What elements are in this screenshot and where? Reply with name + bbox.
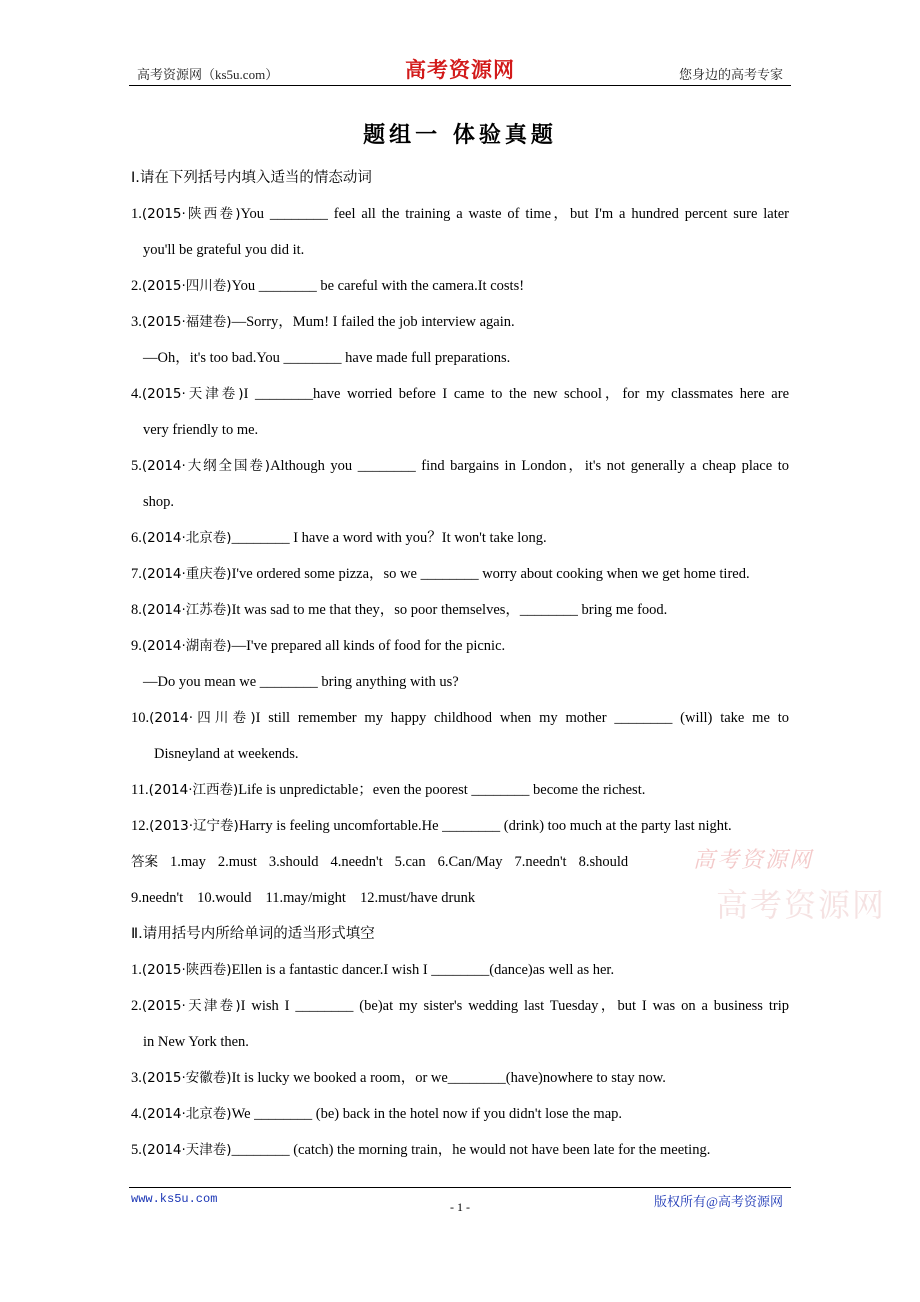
question-source: (2015·四川卷)	[141, 278, 232, 294]
question-item	[131, 520, 789, 556]
answer-key	[131, 844, 789, 880]
page-title: 题组一 体验真题	[363, 122, 557, 148]
question-number: 12.	[131, 818, 150, 834]
answer-item: 4.needn't	[330, 854, 383, 870]
question-number: 4.	[131, 386, 142, 402]
question-text-continued: —Do you mean we ________ bring anything with us?	[143, 674, 459, 690]
question-text: You ________ feel all the training a waste of time，but I'm a hundred percent sure later	[240, 206, 789, 222]
question-item	[131, 448, 789, 520]
question-source: (2014·北京卷)	[141, 530, 232, 546]
watermark-text: 高考资源网	[693, 847, 814, 872]
question-number: 2.	[131, 998, 142, 1014]
question-text: I ________have worried before I came to the new school，for my classmates here are	[243, 386, 790, 402]
question-text-continued: very friendly to me.	[143, 422, 259, 438]
question-text-continued: shop.	[143, 494, 175, 510]
question-text: Although you ________ find bargains in London，it's not generally a cheap place to	[270, 458, 789, 474]
question-text: Life is unpredictable；even the poorest ________ become the richest.	[238, 782, 646, 798]
question-item	[131, 556, 789, 592]
question-item	[131, 988, 789, 1060]
question-source: (2015·安徽卷)	[141, 1070, 232, 1086]
question-number: 10.	[131, 710, 150, 726]
question-item	[131, 304, 789, 376]
question-source: (2013·辽宁卷)	[149, 818, 239, 834]
question-source: (2015·天津卷)	[141, 998, 241, 1014]
section-2-heading: Ⅱ.请用括号内所给单词的适当形式填空	[131, 926, 375, 942]
answer-item: 3.should	[268, 854, 319, 870]
question-item	[131, 700, 789, 772]
question-number: 8.	[131, 602, 142, 618]
document-body	[131, 160, 789, 1168]
question-number: 4.	[131, 1106, 142, 1122]
footer-copyright: 版权所有@高考资源网	[654, 1194, 783, 1209]
question-source: (2014·江西卷)	[148, 782, 239, 798]
answer-item: 11.may/might	[265, 890, 346, 906]
footer-divider	[129, 1187, 791, 1188]
question-text-continued: in New York then.	[143, 1034, 249, 1050]
question-text: —I've prepared all kinds of food for the picnic.	[231, 638, 506, 654]
question-source: (2015·福建卷)	[141, 314, 232, 330]
answer-item: 2.must	[217, 854, 257, 870]
answer-label: 答案	[131, 854, 158, 870]
header-site-name: 高考资源网（ks5u.com）	[137, 67, 279, 82]
answer-item: 9.needn't	[131, 890, 184, 906]
question-number: 3.	[131, 314, 142, 330]
question-item	[131, 1096, 789, 1132]
header-divider	[129, 85, 791, 86]
question-source: (2014·大纲全国卷)	[141, 458, 271, 474]
question-item	[131, 376, 789, 448]
question-number: 5.	[131, 458, 142, 474]
page-number: - 1 -	[450, 1200, 470, 1214]
question-source: (2014·四川卷)	[149, 710, 256, 726]
answer-item: 10.would	[197, 890, 252, 906]
answer-key-continued	[131, 880, 789, 916]
question-item	[131, 772, 789, 808]
watermark-text-large: 高考资源网	[716, 887, 887, 923]
question-item	[131, 268, 789, 304]
question-source: (2015·陕西卷)	[141, 962, 232, 978]
question-text: ________ I have a word with you？It won't take long.	[231, 530, 547, 546]
question-text: I've ordered some pizza，so we ________ worry about cooking when we get home tired.	[231, 566, 750, 582]
question-number: 1.	[131, 962, 142, 978]
question-source: (2014·北京卷)	[141, 1106, 232, 1122]
question-source: (2014·湖南卷)	[141, 638, 232, 654]
question-number: 7.	[131, 566, 142, 582]
header-slogan: 您身边的高考专家	[678, 67, 783, 82]
question-item	[131, 1132, 789, 1168]
question-text: Harry is feeling uncomfortable.He ________ (drink) too much at the party last night.	[238, 818, 732, 834]
question-number: 2.	[131, 278, 142, 294]
section-1-heading: Ⅰ.请在下列括号内填入适当的情态动词	[131, 170, 372, 186]
answer-item: 12.must/have drunk	[359, 890, 476, 906]
question-source: (2015·陕西卷)	[141, 206, 241, 222]
question-text: We ________ (be) back in the hotel now if you didn't lose the map.	[231, 1106, 623, 1122]
question-item	[131, 592, 789, 628]
answer-item: 5.can	[394, 854, 426, 870]
question-text: I still remember my happy childhood when my mother ________ (will) take me to	[255, 710, 789, 726]
question-number: 6.	[131, 530, 142, 546]
answer-item: 8.should	[578, 854, 629, 870]
question-number: 1.	[131, 206, 142, 222]
header-logo: 高考资源网	[405, 57, 515, 82]
question-text: —Sorry，Mum! I failed the job interview again.	[231, 314, 515, 330]
question-text: Ellen is a fantastic dancer.I wish I ________(dance)as well as her.	[231, 962, 615, 978]
question-source: (2014·天津卷)	[141, 1142, 232, 1158]
question-text: ________ (catch) the morning train，he would not have been late for the meeting.	[231, 1142, 711, 1158]
question-source: (2014·重庆卷)	[141, 566, 232, 582]
question-item	[131, 628, 789, 700]
question-item	[131, 808, 789, 844]
question-text-continued: Disneyland at weekends.	[154, 746, 299, 762]
question-source: (2014·江苏卷)	[141, 602, 232, 618]
question-text-continued: —Oh，it's too bad.You ________ have made full preparations.	[143, 350, 511, 366]
question-number: 11.	[131, 782, 149, 798]
question-source: (2015·天津卷)	[141, 386, 244, 402]
question-text: It was sad to me that they，so poor themselves，________ bring me food.	[231, 602, 668, 618]
answer-item: 6.Can/May	[437, 854, 503, 870]
question-number: 9.	[131, 638, 142, 654]
answer-item: 7.needn't	[514, 854, 567, 870]
question-number: 3.	[131, 1070, 142, 1086]
question-item	[131, 952, 789, 988]
question-text: It is lucky we booked a room，or we________(have)nowhere to stay now.	[231, 1070, 666, 1086]
question-item	[131, 196, 789, 268]
question-item	[131, 1060, 789, 1096]
question-text: You ________ be careful with the camera.It costs!	[231, 278, 525, 294]
answer-item: 1.may	[170, 854, 206, 870]
question-text-continued: you'll be grateful you did it.	[143, 242, 305, 258]
question-text: I wish I ________ (be)at my sister's wedding last Tuesday，but I was on a business trip	[240, 998, 789, 1014]
footer-website-link[interactable]: www.ks5u.com	[131, 1192, 218, 1206]
question-number: 5.	[131, 1142, 142, 1158]
